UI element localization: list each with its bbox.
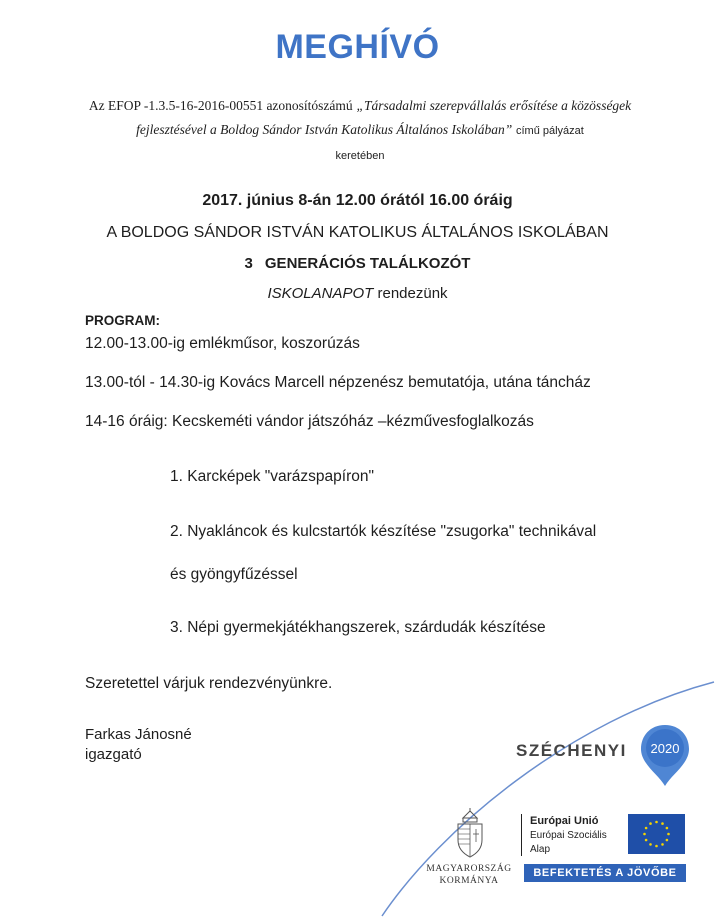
intro-suffix2: keretében (335, 150, 385, 162)
event-number: 3 (244, 255, 253, 272)
invest-banner: BEFEKTETÉS A JÖVŐBE (524, 864, 686, 882)
eu-star-icon (649, 843, 652, 846)
eu-star-icon (655, 845, 658, 848)
eu-subtitle: Alap (530, 844, 551, 855)
event-name-line (0, 255, 715, 272)
gov-line2: KORMÁNYA (439, 876, 499, 886)
eu-star-icon (667, 833, 670, 836)
eu-subtitle: Európai Szociális (530, 830, 607, 841)
intro-project-title: „Társadalmi szerepvállalás erősítése a közösségek fejlesztésével a Boldog Sándor István Katolikus Általános Iskolában” (136, 98, 632, 137)
eu-divider (521, 814, 522, 856)
eu-star-icon (661, 822, 664, 825)
eu-star-icon (645, 827, 648, 830)
event-school: A BOLDOG SÁNDOR ISTVÁN KATOLIKUS ÁLTALÁNOS ISKOLÁBAN (106, 224, 609, 241)
eu-star-icon (649, 822, 652, 825)
coat-of-arms-icon (454, 808, 486, 858)
intro-prefix: Az EFOP -1.3.5-16-2016-00551 azonosítószámú (88, 98, 353, 113)
event-name: GENERÁCIÓS TALÁLKOZÓT (264, 255, 471, 272)
eu-star-icon (645, 839, 648, 842)
government-logo-text (420, 863, 518, 887)
program-subitem: 1. Karcképek "varázspapíron" (170, 468, 374, 485)
signature-role: igazgató (85, 746, 142, 763)
szechenyi-logo-text: SZÉCHENYI (516, 741, 627, 760)
closing-text: Szeretettel várjuk rendezvényünkre. (85, 675, 333, 692)
signature-name: Farkas Jánosné (85, 726, 192, 743)
intro-suffix: című pályázat (515, 125, 584, 137)
program-item: 12.00-13.00-ig emlékműsor, koszorúzás (85, 335, 360, 352)
program-subitem: 2. Nyakláncok és kulcstartók készítése "zsugorka" technikával (170, 523, 597, 540)
eu-flag-icon (628, 814, 685, 854)
page-title: MEGHÍVÓ (275, 28, 440, 66)
program-item: 14-16 óráig: Kecskeméti vándor játszóház –kézművesfoglalkozás (85, 413, 534, 430)
eu-star-icon (666, 827, 669, 830)
program-label: PROGRAM: (85, 313, 160, 328)
event-date: 2017. június 8-án 12.00 órától 16.00 óráig (202, 192, 513, 209)
eu-star-icon (643, 833, 646, 836)
eu-title: Európai Unió (530, 815, 599, 827)
eu-star-icon (666, 839, 669, 842)
program-subitem: és gyöngyfűzéssel (170, 566, 298, 583)
schoolday-italic: ISKOLANAPOT (267, 285, 374, 302)
eu-star-icon (661, 843, 664, 846)
schoolday-line (0, 285, 715, 302)
eu-star-icon (655, 821, 658, 824)
szechenyi-year: 2020 (650, 741, 680, 756)
intro-paragraph (60, 94, 660, 168)
program-item: 13.00-tól - 14.30-ig Kovács Marcell népzenész bemutatója, utána táncház (85, 374, 591, 391)
gov-line1: MAGYARORSZÁG (426, 864, 512, 874)
program-subitem: 3. Népi gyermekjátékhangszerek, szárdudák készítése (170, 619, 546, 636)
schoolday-rest: rendezünk (377, 285, 448, 302)
map-pin-icon (638, 722, 692, 788)
